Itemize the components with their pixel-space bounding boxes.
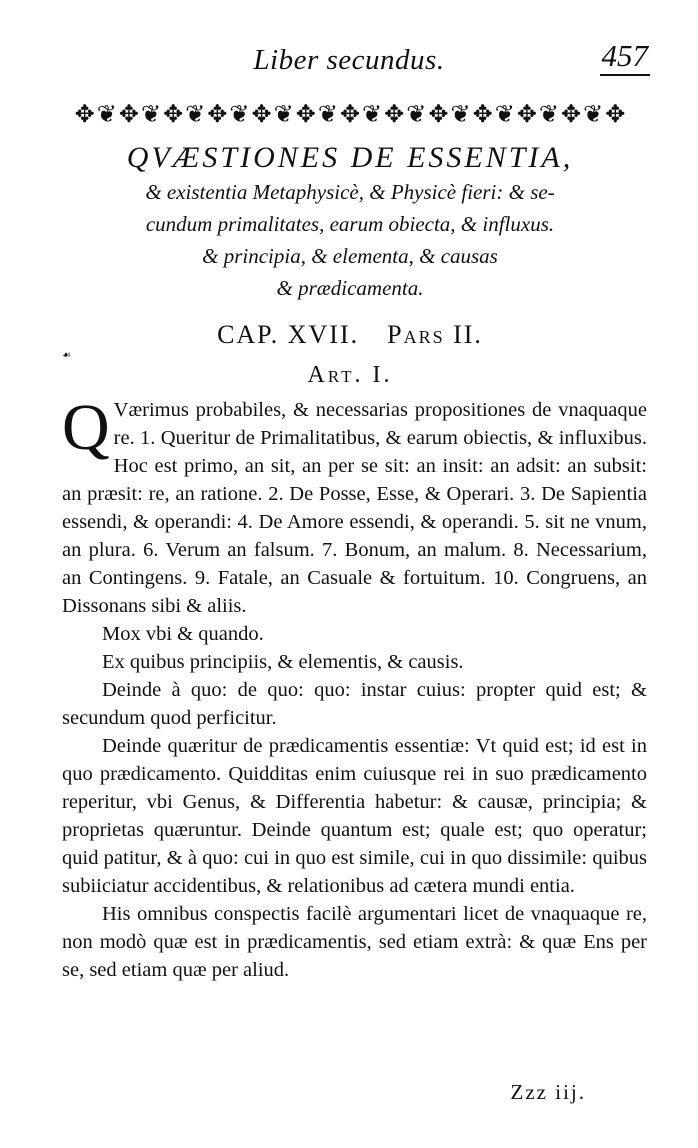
chapter-label: CAP. XVII. xyxy=(217,320,360,349)
catchword: Zzz iij. xyxy=(510,1080,586,1104)
title-line-2: & existentia Metaphysicè, & Physicè fieri: & se- xyxy=(145,180,555,204)
title-line-3: cundum primalitates, earum obiecta, & influxus. xyxy=(145,212,555,236)
paragraph-2: Mox vbi & quando. xyxy=(102,623,264,645)
paragraph-1 xyxy=(62,391,647,620)
paragraph-6: His omnibus conspectis facilè argumentari licet de vnaquaque re, non modò quæ est in prædicamentis, sed etiam extrà: & quæ Ens per se, sed etiam quæ per aliud. xyxy=(62,903,647,981)
part-label: Pars II. xyxy=(387,320,483,349)
page-header xyxy=(0,38,698,88)
chapter-title-block xyxy=(40,140,660,304)
title-line-4: & principia, & elementa, & causas xyxy=(202,244,498,268)
running-title: Liber secundus. xyxy=(253,44,445,76)
paragraph-5: Deinde quæritur de prædicamentis essentiæ: Vt quid est; id est in quo prædicamento. Quidditas enim cuiusque rei in suo prædicamento reperitur, vbi Genus, & Differentia habetur: & causæ, principia; & proprietas quæruntur. Deinde quantum est; quale est; quo operatur; quid patitur, & à quo: cui in quo est simile, cui in quo dissimile: quibus subiiciatur accidentibus, & relationibus ad cætera mundi entia. xyxy=(62,735,647,897)
body-text xyxy=(62,391,647,984)
title-line-5: & prædicamenta. xyxy=(276,276,424,300)
chapter-heading xyxy=(40,320,660,350)
title-line-1: QVÆSTIONES DE ESSENTIA, xyxy=(126,141,574,174)
paragraph-1-text: Værimus probabiles, & necessarias propositiones de vnaquaque re. 1. Queritur de Primalitatibus, & earum obiectis, & influxibus. Hoc est primo, an sit, an per se sit: an insit: an adsit: an subsit: an præsit: re, an ratione. 2. De Posse, Esse, & Operari. 3. De Sapientia essendi, & operandi: 4. De Amore essendi, & operandi. 5. sit ne vnum, an plura. 6. Verum an falsum. 7. Bonum, an malum. 8. Necessarium, an Contingens. 9. Fatale, an Casuale & fortuitum. 10. Congruens, an Dissonans sibi & aliis. xyxy=(62,399,647,617)
paragraph-3: Ex quibus principiis, & elementis, & causis. xyxy=(102,651,464,673)
page-number: 457 xyxy=(600,38,651,76)
drop-cap: Q xyxy=(62,391,110,464)
ornament-band: ✥❦✥❦✥❦✥❦✥❦✥❦✥❦✥❦✥❦✥❦✥❦✥❦✥ xyxy=(74,102,628,128)
marginal-mark: ☙ xyxy=(62,350,71,361)
article-heading: Art. I. xyxy=(307,362,393,388)
paragraph-4: Deinde à quo: de quo: quo: instar cuius: propter quid est; & secundum quod perficitur. xyxy=(62,679,647,729)
